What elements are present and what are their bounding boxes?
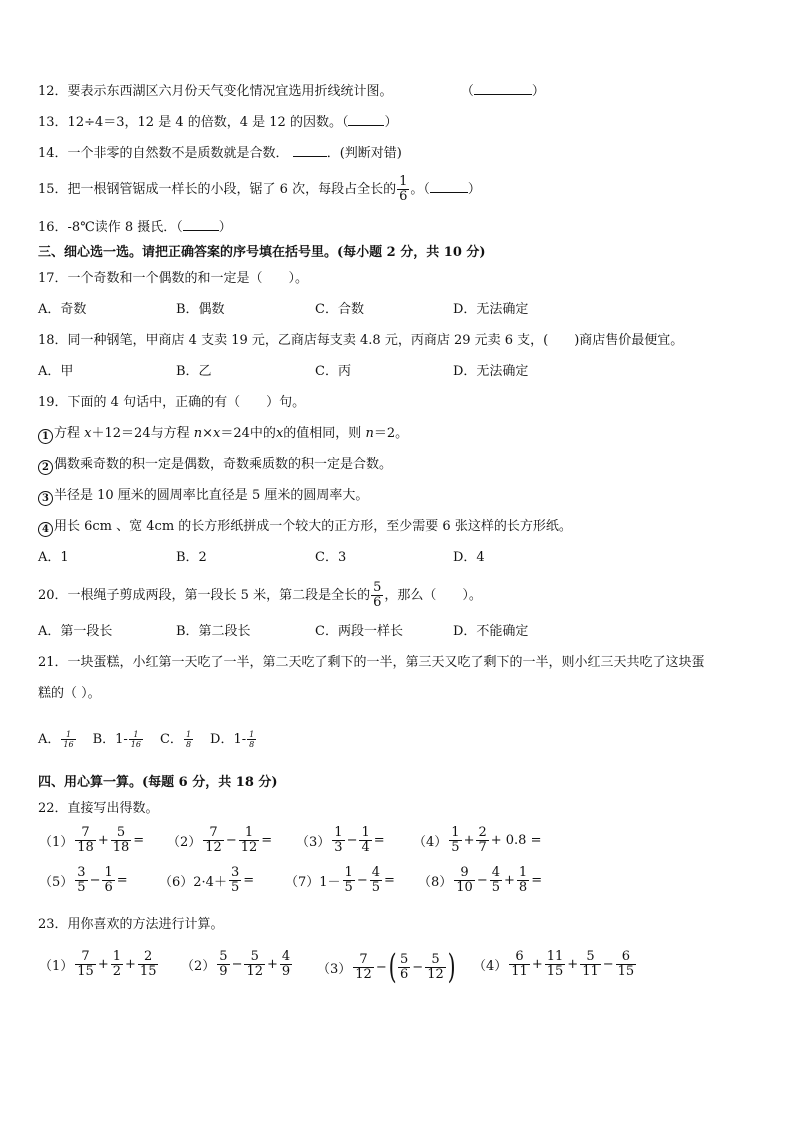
option-b[interactable]: B．第二段长 [176, 624, 251, 639]
answer-blank[interactable] [293, 144, 327, 157]
option-b[interactable]: B．乙 [176, 364, 212, 379]
option-d[interactable]: D．不能确定 [453, 624, 529, 639]
expression-22-2: （2） $\frac{7}{12}$ − $\frac{1}{12}$ = [167, 825, 273, 855]
statement-3: 3 半径是 10 厘米的圆周率比直径是 5 厘米的圆周率大。 [38, 487, 368, 506]
question-23: 23．用你喜欢的方法进行计算。 [38, 917, 224, 932]
question-12-text: 12．要表示东西湖区六月份天气变化情况宜选用折线统计图。 [38, 84, 393, 99]
question-15-tail: 。（ [410, 182, 430, 197]
question-18: 18．同一种钢笔，甲商店 4 支卖 19 元，乙商店每支卖 4.8 元，丙商店 29 元卖 6 支，( )商店售价最便宜。 [38, 333, 684, 348]
option-c[interactable]: C．合数 [315, 302, 364, 317]
question-16 [38, 218, 232, 237]
option-d[interactable]: D．1- $\frac{1}{8}$ [210, 730, 255, 749]
option-b[interactable]: B．1- $\frac{1}{16}$ [92, 730, 141, 749]
expression-23-2: （2） $\frac{5}{9}$ − $\frac{5}{12}$ + $\frac{4}{9}$ [181, 949, 291, 979]
statement-4: 4 用长 6cm 、宽 4cm 的长方形纸拼成一个较大的正方形，至少需要 6 张这样的长方形纸。 [38, 518, 572, 537]
question-19: 19．下面的 4 句话中，正确的有（ ）句。 [38, 395, 306, 410]
expression-23-1: （1） $\frac{7}{15}$ + $\frac{1}{2}$ + $\frac{2}{15}$ [39, 949, 157, 979]
answer-blank[interactable] [474, 82, 532, 95]
statement-1: 1 方程 x＋12＝24与方程 n×x＝24中的x的值相同，则 n＝2。 [38, 425, 408, 444]
question-20-text: 20．一根绳子剪成两段，第一段长 5 米，第二段是全长的 [38, 588, 371, 603]
option-c[interactable]: C．两段一样长 [315, 624, 403, 639]
option-a[interactable]: A．1 [38, 550, 69, 565]
question-15 [38, 170, 481, 210]
option-a[interactable]: A．甲 [38, 364, 74, 379]
question-16-text: 16．-8℃读作 8 摄氏．（ [38, 220, 183, 235]
option-a[interactable]: A． $\frac{1}{16}$ [38, 730, 74, 749]
option-b[interactable]: B．偶数 [176, 302, 225, 317]
answer-paren-open: （ [460, 84, 474, 99]
fraction: $\frac{5}{6}$ [373, 580, 382, 610]
question-20 [38, 576, 482, 616]
option-a[interactable]: A．奇数 [38, 302, 87, 317]
question-21-line1: 21．一块蛋糕，小红第一天吃了一半，第二天吃了剩下的一半，第三天又吃了剩下的一半，则小红三天共吃了这块蛋 [38, 655, 705, 670]
expression-22-8: （8） $\frac{9}{10}$ − $\frac{4}{5}$ + $\frac{1}{8}$ = [418, 865, 543, 895]
answer-blank[interactable] [183, 218, 219, 231]
expression-22-1: （1） $\frac{7}{18}$ + $\frac{5}{18}$ = [39, 825, 145, 855]
option-c[interactable]: C． $\frac{1}{8}$ [159, 730, 192, 749]
expression-22-4: （4） $\frac{1}{5}$ + $\frac{2}{7}$ + 0.8 = [413, 825, 542, 855]
answer-paren-close: ） [384, 115, 398, 130]
question-20-tail: ，那么（ ）。 [384, 588, 482, 603]
circled-number-3: 3 [38, 491, 53, 506]
question-17: 17．一个奇数和一个偶数的和一定是（ ）。 [38, 271, 309, 286]
question-13-text: 13．12÷4＝3，12 是 4 的倍数，4 是 12 的因数。（ [38, 115, 349, 130]
answer-blank[interactable] [348, 113, 384, 126]
expression-22-7: （7）1－ $\frac{1}{5}$ − $\frac{4}{5}$ = [285, 865, 395, 895]
question-14-text: 14．一个非零的自然数不是质数就是合数． [38, 146, 289, 161]
question-21-line2: 糕的（ ）。 [38, 686, 101, 701]
circled-number-1: 1 [38, 429, 53, 444]
circled-number-2: 2 [38, 460, 53, 475]
question-22: 22．直接写出得数。 [38, 801, 159, 816]
answer-paren-close: ） [531, 84, 545, 99]
option-c[interactable]: C．丙 [315, 364, 351, 379]
expression-22-5: （5） $\frac{3}{5}$ − $\frac{1}{6}$ = [39, 865, 128, 895]
option-d[interactable]: D．无法确定 [453, 302, 529, 317]
question-15-text: 15．把一根钢管锯成一样长的小段，锯了 6 次，每段占全长的 [38, 182, 397, 197]
question-13 [38, 113, 397, 132]
expression-22-3: （3） $\frac{1}{3}$ − $\frac{1}{4}$ = [296, 825, 385, 855]
option-c[interactable]: C．3 [315, 550, 347, 565]
expression-23-4: （4） $\frac{6}{11}$ + $\frac{11}{15}$ + $\frac{5}{11}$ − $\frac{6}{15}$ [473, 949, 635, 979]
expression-22-6: （6）2·4＋ $\frac{3}{5}$ = [159, 865, 255, 895]
option-b[interactable]: B．2 [176, 550, 207, 565]
section-3-heading: 三、细心选一选。请把正确答案的序号填在括号里。(每小题 2 分，共 10 分) [38, 245, 486, 260]
fraction: $\frac{1}{6}$ [399, 174, 408, 204]
option-a[interactable]: A．第一段长 [38, 624, 113, 639]
statement-2: 2 偶数乘奇数的积一定是偶数，奇数乘质数的积一定是合数。 [38, 456, 392, 475]
circled-number-4: 4 [38, 522, 53, 537]
answer-paren-close: ） [467, 182, 481, 197]
answer-paren-close: ） [218, 220, 232, 235]
question-14 [38, 144, 402, 163]
answer-blank[interactable] [430, 180, 468, 193]
section-4-heading: 四、用心算一算。(每题 6 分，共 18 分) [38, 775, 278, 790]
option-d[interactable]: D．4 [453, 550, 485, 565]
option-d[interactable]: D．无法确定 [453, 364, 529, 379]
question-21-options [38, 728, 257, 749]
question-14-tail: ．(判断对错) [326, 146, 402, 161]
question-12 [38, 82, 545, 101]
expression-23-3: （3） $\frac{7}{12}$ − ( $\frac{5}{6}$ − $\frac{5}{12}$ ) [317, 947, 456, 987]
